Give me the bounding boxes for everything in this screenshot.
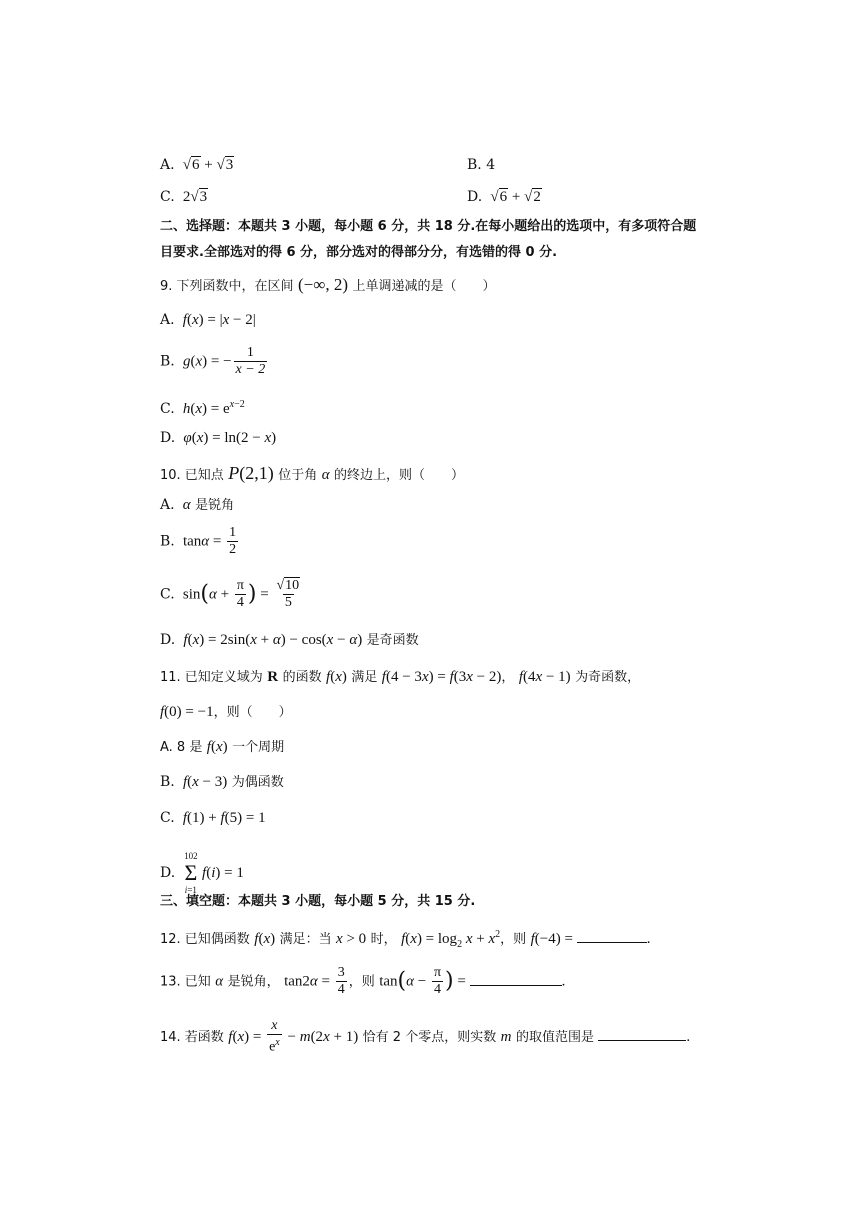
q9-option-c: C. $h(x) = e^{x-2}$ [160, 399, 245, 417]
q10-option-a: A. α 是锐角 [160, 497, 235, 513]
section3-title: 三、填空题：本题共 3 小题，每小题 5 分，共 15 分. [160, 894, 476, 909]
q9-option-b: B. g(x) = − $\frac{1}{x - 2}$ [160, 345, 266, 377]
q11-stem-line2: f(0) = −1，则（ ） [160, 704, 292, 720]
section2-line2: 目要求.全部选对的得 6 分，部分选对的得部分分，有选错的得 0 分. [160, 245, 558, 260]
q9-option-a: A. f(x) = |x − 2| [160, 312, 256, 328]
q12-stem: 12. 已知偶函数 f(x) 满足：当 x > 0 时， $f(x) = \log_2 x + x^2$，则 f(−4) = . [160, 929, 651, 950]
q9-option-d: D. φ(x) = ln(2 − x) [160, 430, 277, 446]
q8-option-d: D. √6 + √2 [467, 189, 541, 205]
q11-option-a: A. 8 是 f(x) 一个周期 [160, 739, 285, 755]
q10-option-d: D. f(x) = 2sin(x + α) − cos(x − α) 是奇函数 [160, 632, 419, 648]
q11-option-b: B. f(x − 3) 为偶函数 [160, 774, 284, 790]
q14-stem: 14. 若函数 f(x) = $\frac{x}{e^x}$ − m(2x + 1) 恰有 2 个零点，则实数 m 的取值范围是 . [160, 1018, 691, 1055]
q10-option-c: C. sin(α + $\frac{\pi}{4}$ ) = $\frac{√10}{5}$ [160, 578, 300, 610]
q9-stem: 9. 下列函数中，在区间 (−∞, 2) 上单调递减的是（ ） [160, 275, 496, 294]
q11-option-c: C. f(1) + f(5) = 1 [160, 810, 266, 826]
q8-option-b: B. 4 [467, 157, 496, 173]
section2-line1: 二、选择题：本题共 3 小题，每小题 6 分，共 18 分.在每小题给出的选项中，有多项符合题 [160, 219, 697, 234]
q11-stem: 11. 已知定义域为 R 的函数 f(x) 满足 f(4 − 3x) = f(3x − 2)， f(4x − 1) 为奇函数， [160, 669, 641, 685]
q8-option-c: C. 2√3 [160, 189, 208, 205]
q13-stem: 13. 已知 α 是锐角， tan2α = $\frac{3}{4}$ ，则 tan(α − $\frac{\pi}{4}$ ) = . [160, 965, 566, 997]
q10-stem: 10. 已知点 P(2,1) 位于角 α 的终边上，则（ ） [160, 463, 465, 483]
q10-option-b: B. tanα = $\frac{1}{2}$ [160, 525, 237, 557]
q11-option-d: D. 102 Σ i=1 f(i) = 1 [160, 851, 244, 895]
q8-option-a: A. √6 + √3 [160, 157, 234, 173]
